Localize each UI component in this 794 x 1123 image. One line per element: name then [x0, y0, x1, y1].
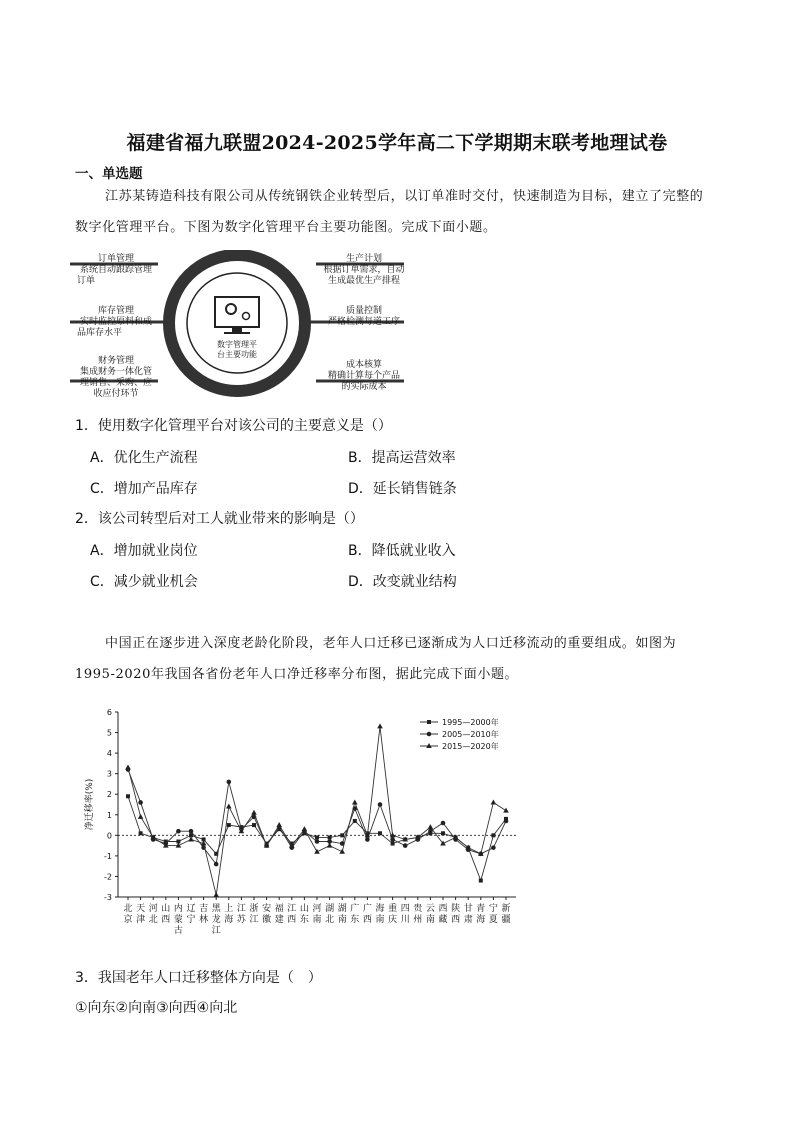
question-1-option-d[interactable]: D．延长销售链条 [348, 481, 457, 497]
series-line-3 [128, 726, 506, 895]
y-tick-label: -2 [104, 872, 112, 882]
passage-1 [75, 181, 723, 243]
page-title: 福建省福九联盟2024-2025学年高二下学期期末联考地理试卷 [126, 132, 668, 154]
question-1-option-a[interactable]: A．优化生产流程 [90, 450, 198, 466]
data-point [251, 810, 257, 815]
data-point [125, 765, 131, 770]
data-point [226, 804, 232, 809]
question-1-option-c[interactable]: C．增加产品库存 [90, 481, 198, 497]
y-tick-label: -3 [104, 893, 112, 902]
y-tick-label: 0 [106, 831, 112, 841]
x-tick-label: 湖南 [337, 904, 347, 925]
x-tick-label: 贵州 [413, 904, 423, 925]
x-tick-label: 辽宁 [186, 904, 196, 925]
diagram-center-label [215, 340, 259, 360]
label-quality-control [314, 306, 414, 328]
data-point [378, 802, 383, 807]
data-point [491, 799, 497, 804]
x-tick-label: 湖北 [325, 904, 335, 925]
passage-2 [75, 628, 723, 690]
x-tick-label: 广西 [362, 904, 372, 925]
x-tick-label: 甘肃 [463, 904, 473, 925]
label-line: 品库存水平 [77, 328, 123, 338]
label-line: 订单管理 [97, 254, 134, 264]
x-tick-label: 北京 [123, 904, 133, 925]
x-tick-label: 西藏 [438, 904, 448, 925]
passage-2-line-2: 1995-2020年我国各省份老年人口净迁移率分布图，据此完成下面小题。 [75, 667, 519, 682]
data-point [441, 831, 445, 835]
question-1-option-b[interactable]: B．提高运营效率 [348, 450, 456, 466]
y-tick-label: 6 [106, 708, 112, 717]
data-point [504, 819, 509, 824]
y-tick-label: 5 [106, 728, 112, 738]
question-3-options: ①向东②向南③向西④向北 [75, 1000, 238, 1016]
y-axis-label: 净迁移率(%) [85, 778, 95, 831]
data-point [214, 862, 219, 867]
section-heading: 一、单选题 [75, 166, 143, 182]
label-inventory-management [73, 306, 159, 339]
data-point [139, 831, 143, 835]
data-point [340, 833, 344, 837]
question-3-stem: 3．我国老年人口迁移整体方向是（ ） [75, 970, 322, 986]
data-point [126, 794, 130, 798]
x-tick-label: 浙江 [249, 904, 259, 925]
data-point [479, 879, 483, 883]
data-point [315, 839, 320, 844]
data-point [365, 837, 370, 842]
passage-2-line-1: 中国正在逐步进入深度老龄化阶段，老年人口迁移已逐渐成为人口迁移流动的重要组成。如图为 [105, 636, 677, 651]
x-tick-label: 重庆 [388, 904, 398, 925]
data-point [353, 819, 357, 823]
y-tick-label: 1 [106, 810, 112, 820]
data-point [328, 835, 332, 839]
label-order-management [73, 254, 159, 287]
y-tick-label: -1 [104, 851, 112, 861]
data-point [390, 837, 395, 842]
data-point [428, 824, 434, 829]
data-point [315, 835, 319, 839]
label-line: 集成财务一体化管 [79, 367, 152, 377]
data-point [391, 842, 395, 846]
y-tick-label: 4 [106, 749, 112, 759]
legend-marker [426, 743, 432, 748]
label-line: 精确计算每个产品 [327, 371, 400, 381]
label-line: 生成最优生产排程 [327, 276, 400, 286]
data-point [377, 723, 383, 728]
x-tick-label: 天津 [136, 904, 146, 925]
label-line: 生产计划 [345, 254, 382, 264]
x-tick-label: 上海 [224, 904, 234, 925]
label-line: 的实际成本 [341, 382, 387, 392]
label-line: 订单 [77, 276, 96, 286]
question-2-option-c[interactable]: C．减少就业机会 [90, 574, 198, 590]
label-line: 财务管理 [97, 356, 134, 366]
passage-1-line-1: 江苏某铸造科技有限公司从传统钢铁企业转型后，以订单准时交付，快速制造为目标，建立了完整的 [105, 189, 704, 204]
x-tick-label: 广东 [350, 904, 360, 925]
x-tick-label: 宁夏 [488, 904, 498, 925]
data-point [138, 814, 144, 819]
label-line: 根据订单需求，自动 [323, 265, 405, 275]
label-line: 理销售、采购、应 [79, 378, 152, 388]
x-tick-label: 山西 [161, 904, 171, 925]
label-line: 库存管理 [97, 306, 134, 316]
data-point [327, 843, 333, 848]
x-tick-label: 河南 [312, 904, 322, 925]
label-cost-accounting [314, 360, 414, 393]
legend-label: 1995—2000年 [442, 718, 499, 727]
y-tick-label: 2 [106, 790, 112, 800]
question-2-option-d[interactable]: D．改变就业结构 [348, 574, 457, 590]
x-tick-label: 江西 [287, 904, 297, 925]
x-tick-label: 四川 [400, 904, 410, 925]
label-line: 成本核算 [345, 360, 382, 370]
x-tick-label: 新疆 [501, 904, 511, 925]
data-point [189, 829, 194, 834]
x-tick-label: 青海 [476, 904, 486, 925]
passage-1-line-2: 数字化管理平台。下图为数字化管理平台主要功能图。完成下面小题。 [75, 220, 497, 235]
legend-label: 2015—2020年 [442, 742, 499, 751]
x-tick-label: 云南 [425, 904, 435, 925]
x-tick-label: 河北 [148, 904, 158, 925]
question-1-stem: 1．使用数字化管理平台对该公司的主要意义是（） [75, 418, 392, 434]
question-2-stem: 2．该公司转型后对工人就业带来的影响是（） [75, 511, 364, 527]
data-point [503, 808, 509, 813]
data-point [491, 845, 496, 850]
y-tick-label: 3 [106, 769, 112, 779]
migration-rate-chart [78, 700, 528, 950]
label-line: 实时监控原料和成 [79, 317, 152, 327]
question-2-option-a[interactable]: A．增加就业岗位 [90, 543, 198, 559]
data-point [213, 892, 219, 897]
data-point [441, 821, 446, 826]
label-line: 系统自动跟踪管理 [79, 265, 152, 275]
data-point [302, 826, 308, 831]
data-point [252, 823, 256, 827]
label-line: 收应付环节 [93, 389, 139, 399]
data-point [276, 822, 282, 827]
x-tick-label: 陕西 [451, 904, 461, 925]
legend-marker [427, 732, 432, 737]
center-line-2: 台主要功能 [217, 350, 257, 359]
label-production-plan [314, 254, 414, 287]
x-tick-label: 江苏 [236, 904, 246, 925]
legend-label: 2005—2010年 [442, 730, 499, 739]
data-point [352, 799, 358, 804]
data-point [227, 780, 232, 785]
data-point [403, 843, 408, 848]
label-line: 严格检测每道工序 [327, 317, 400, 327]
x-tick-label: 吉林 [199, 904, 209, 925]
legend-marker [427, 720, 431, 724]
data-point [176, 829, 181, 834]
data-point [138, 800, 143, 805]
x-tick-label: 内蒙古 [173, 904, 183, 936]
center-line-1: 数字管理平 [217, 340, 257, 349]
x-tick-label: 黑龙江 [211, 904, 221, 936]
x-tick-label: 山东 [299, 904, 309, 925]
question-2-option-b[interactable]: B．降低就业收入 [348, 543, 456, 559]
x-tick-label: 福建 [274, 904, 284, 925]
data-point [378, 831, 382, 835]
x-tick-label: 安徽 [262, 904, 272, 925]
label-line: 质量控制 [345, 306, 382, 316]
function-diagram [70, 250, 420, 400]
data-point [227, 823, 231, 827]
x-tick-label: 海南 [375, 904, 385, 925]
label-finance-management [73, 356, 159, 400]
data-point [491, 833, 495, 837]
